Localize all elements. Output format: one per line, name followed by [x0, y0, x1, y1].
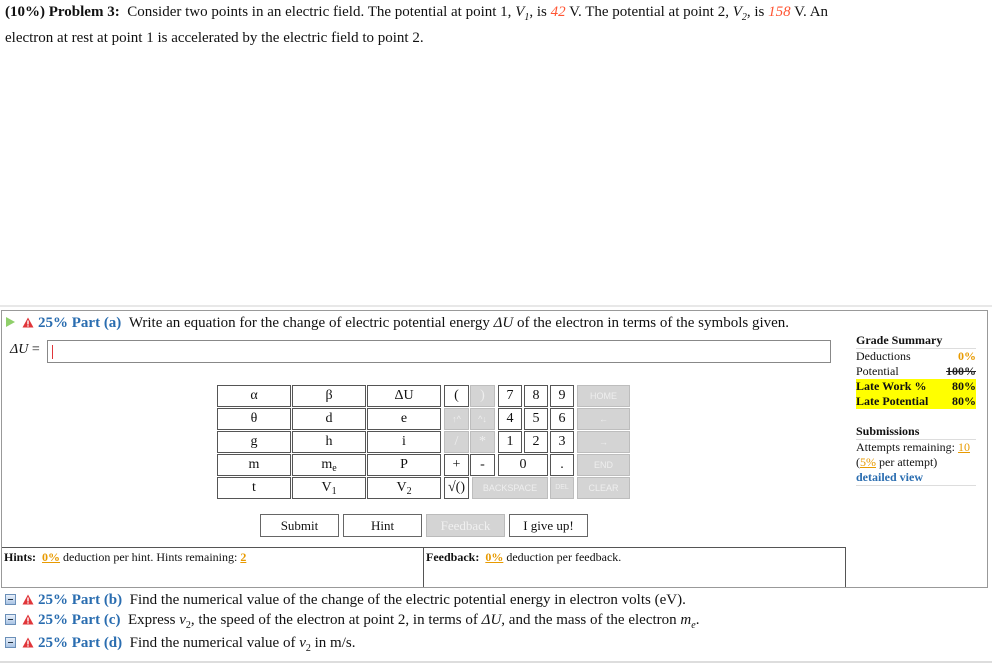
key-e[interactable]: e — [367, 408, 441, 430]
part-a-header — [6, 313, 789, 333]
text-caret — [52, 345, 53, 359]
part-a-symbol: ΔU — [493, 315, 514, 331]
part-c-text-2: , the speed of the electron at point 2, in terms of — [190, 612, 482, 628]
late-work-label: Late Work % — [856, 379, 927, 393]
key-up-arrow[interactable]: ↑^ — [444, 408, 469, 430]
key-5[interactable]: 5 — [524, 408, 548, 430]
warning-icon — [22, 614, 34, 625]
potential-row — [856, 364, 976, 379]
key-sqrt[interactable]: √() — [444, 477, 469, 499]
key-1[interactable]: 1 — [498, 431, 522, 453]
answer-input[interactable] — [47, 340, 831, 363]
v2-subscript: 2 — [741, 12, 747, 23]
separator — [0, 305, 992, 307]
key-7[interactable]: 7 — [498, 385, 522, 407]
v2-value: 158 — [768, 4, 791, 20]
key-v1[interactable]: $V_1$ — [292, 477, 366, 499]
late-potential-value: 80% — [952, 394, 976, 408]
key-del[interactable]: DEL — [550, 477, 574, 499]
e-subscript: e — [691, 620, 696, 631]
key-decimal[interactable]: . — [550, 454, 574, 476]
answer-label — [10, 342, 40, 358]
key-clear[interactable]: CLEAR — [577, 477, 630, 499]
key-p[interactable]: P — [367, 454, 441, 476]
expand-icon[interactable] — [5, 637, 16, 648]
hints-text: deduction per hint. Hints remaining: — [60, 550, 241, 564]
key-m-e[interactable]: $m_e$ — [292, 454, 366, 476]
late-work-value: 80% — [952, 379, 976, 393]
warning-icon — [22, 594, 34, 605]
answer-equals: = — [28, 342, 40, 357]
key-2[interactable]: 2 — [524, 431, 548, 453]
problem-text-3: V. The potential at point 2, — [565, 4, 733, 20]
key-alpha[interactable]: α — [217, 385, 291, 407]
v2-symbol: v — [299, 635, 306, 651]
spacer — [856, 409, 976, 424]
part-b-row[interactable] — [5, 590, 686, 610]
part-d-percent: 25% Part (d) — [38, 635, 123, 651]
v2-symbol: v — [179, 612, 186, 628]
feedback-panel — [424, 547, 846, 587]
key-paren-close[interactable]: ) — [470, 385, 495, 407]
submissions-title: Submissions — [856, 424, 976, 440]
key-beta[interactable]: β — [292, 385, 366, 407]
key-left-arrow[interactable]: ← — [577, 408, 630, 430]
answer-symbol: ΔU — [10, 342, 29, 357]
part-b-percent: 25% Part (b) — [38, 592, 123, 608]
delta-u-symbol: ΔU — [481, 612, 502, 628]
expand-triangle-icon[interactable] — [6, 317, 15, 327]
part-d-text-2: in m/s. — [310, 635, 356, 651]
key-h[interactable]: h — [292, 431, 366, 453]
key-right-arrow[interactable]: → — [577, 431, 630, 453]
part-c-percent: 25% Part (c) — [38, 612, 121, 628]
late-potential-row — [856, 394, 976, 409]
problem-statement — [5, 2, 865, 48]
feedback-button[interactable]: Feedback — [426, 514, 505, 537]
v2-subscript: 2 — [185, 620, 191, 631]
problem-text-5: V. An electron at rest at point 1 is accelerated by the electric field to point 2. — [5, 4, 829, 46]
key-8[interactable]: 8 — [524, 385, 548, 407]
attempts-row — [856, 440, 976, 455]
key-down-arrow[interactable]: ^↓ — [470, 408, 495, 430]
grade-summary — [856, 333, 976, 486]
grade-summary-title: Grade Summary — [856, 333, 976, 349]
part-c-text-1: Express — [127, 612, 180, 628]
key-minus[interactable]: - — [470, 454, 495, 476]
deductions-value: 0% — [958, 349, 976, 363]
part-a-text-2: of the electron in terms of the symbols given. — [513, 315, 790, 331]
m-symbol: m — [680, 612, 692, 628]
detailed-view-link[interactable]: detailed view — [856, 470, 976, 486]
problem-text-1: Consider two points in an electric field. The potential at point 1, — [127, 4, 516, 20]
submit-button[interactable]: Submit — [260, 514, 339, 537]
key-3[interactable]: 3 — [550, 431, 574, 453]
key-4[interactable]: 4 — [498, 408, 522, 430]
key-backspace[interactable]: BACKSPACE — [472, 477, 548, 499]
attempts-label: Attempts remaining: — [856, 440, 958, 454]
per-attempt-post: per attempt) — [876, 455, 938, 469]
part-c-text-3: , and the mass of the electron — [501, 612, 681, 628]
key-theta[interactable]: θ — [217, 408, 291, 430]
part-c-text-4: . — [695, 612, 700, 628]
per-attempt-pre: ( — [856, 455, 860, 469]
key-d[interactable]: d — [292, 408, 366, 430]
problem-text-2: , is — [529, 4, 551, 20]
key-delta-u[interactable]: ΔU — [367, 385, 441, 407]
problem-text-4: , is — [746, 4, 769, 20]
feedback-label: Feedback: — [426, 550, 480, 564]
per-attempt-row — [856, 455, 976, 470]
bottom-divider — [0, 661, 992, 663]
key-6[interactable]: 6 — [550, 408, 574, 430]
hints-panel — [2, 547, 424, 587]
late-potential-label: Late Potential — [856, 394, 929, 408]
warning-icon — [22, 637, 34, 648]
key-v2[interactable]: $V_2$ — [367, 477, 441, 499]
give-up-button[interactable]: I give up! — [509, 514, 588, 537]
key-divide[interactable]: / — [444, 431, 469, 453]
v2-symbol: V — [732, 4, 742, 20]
part-d-row[interactable] — [5, 633, 355, 659]
part-a-text-1: Write an equation for the change of electric potential energy — [128, 315, 494, 331]
part-b-text: Find the numerical value of the change of the electric potential energy in electron volts (eV). — [129, 592, 686, 608]
hints-deduction: 0% — [42, 550, 61, 564]
hints-label: Hints: — [4, 550, 37, 564]
feedback-text: deduction per feedback. — [503, 550, 622, 564]
potential-value: 100% — [946, 364, 976, 378]
key-end[interactable]: END — [577, 454, 630, 476]
v2-subscript: 2 — [305, 643, 311, 654]
key-i[interactable]: i — [367, 431, 441, 453]
potential-label: Potential — [856, 364, 899, 378]
key-t[interactable]: t — [217, 477, 291, 499]
hint-button[interactable]: Hint — [343, 514, 422, 537]
key-home[interactable]: HOME — [577, 385, 630, 407]
key-0[interactable]: 0 — [498, 454, 548, 476]
key-plus[interactable]: + — [444, 454, 469, 476]
v1-value: 42 — [550, 4, 566, 20]
key-9[interactable]: 9 — [550, 385, 574, 407]
warning-icon — [22, 317, 34, 328]
attempts-value: 10 — [957, 440, 970, 454]
part-a-percent: 25% Part (a) — [38, 315, 122, 331]
v1-subscript: 1 — [524, 12, 530, 23]
deductions-label: Deductions — [856, 349, 911, 363]
key-paren-open[interactable]: ( — [444, 385, 469, 407]
part-d-text-1: Find the numerical value of — [129, 635, 300, 651]
expand-icon[interactable] — [5, 594, 16, 605]
key-g[interactable]: g — [217, 431, 291, 453]
per-attempt-value: 5% — [860, 455, 876, 469]
feedback-deduction: 0% — [485, 550, 504, 564]
problem-label: (10%) Problem 3: — [5, 4, 120, 20]
hints-remaining: 2 — [240, 550, 247, 564]
late-work-row — [856, 379, 976, 394]
key-multiply[interactable]: * — [470, 431, 495, 453]
key-m[interactable]: m — [217, 454, 291, 476]
deductions-row — [856, 349, 976, 364]
v1-symbol: V — [515, 4, 525, 20]
expand-icon[interactable] — [5, 614, 16, 625]
